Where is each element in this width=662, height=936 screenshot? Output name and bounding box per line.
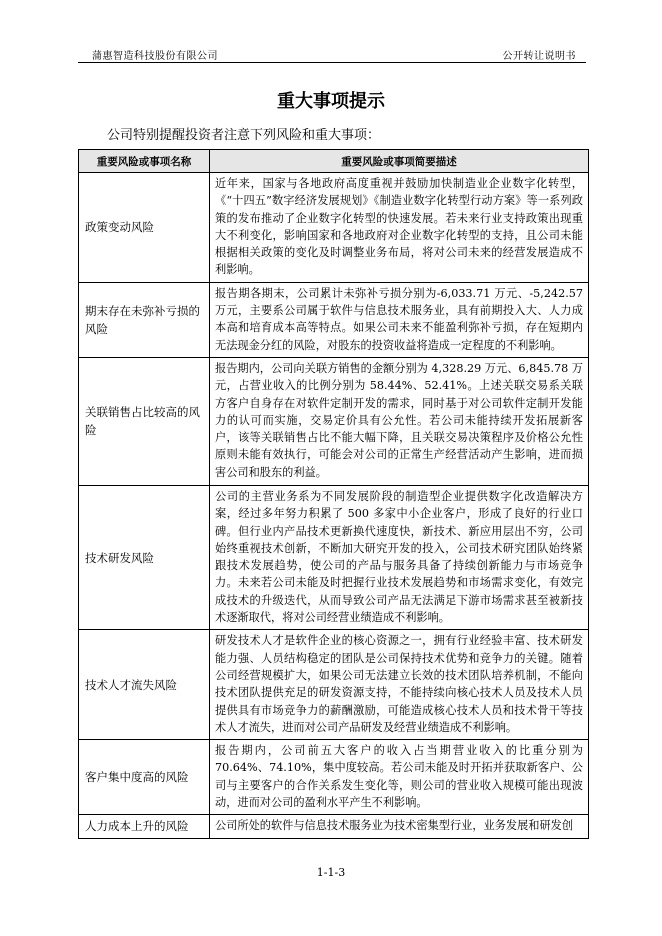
risk-description: 公司的主营业务系为不同发展阶段的制造型企业提供数字化改造解决方案，经过多年努力积累了 500 多家中小企业客户，形成了良好的行业口碑。但行业内产品技术更新换代速度快，新技术、新应用层出不穷，公司始终重视技术创新，不断加大研究开发的投入，公司技术研究团队始终紧跟技术发展趋势，使公司的产品与服务具备了持续创新能力与市场竞争力。未来若公司未能及时把握行业技术发展趋势和市场需求变化，有效完成技术的升级迭代，从而导致公司产品无法满足下游市场需求甚至被新技术逐渐取代，将对公司经营业绩造成不利影响。 [210,485,589,629]
risk-description: 报告期各期末，公司累计未弥补亏损分别为-6,033.71 万元、-5,242.57 万元，主要系公司属于软件与信息技术服务业，具有前期投入大、人力成本高和培育成本高等特点。如果公司未来不能盈利弥补亏损，存在短期内无法现金分红的风险，对股东的投资收益将造成一定程度的不利影响。 [210,282,589,357]
risk-name: 关联销售占比较高的风险 [79,357,210,485]
column-header-description: 重要风险或事项简要描述 [210,150,589,173]
risk-name: 客户集中度高的风险 [79,740,210,815]
header-document-type: 公开转让说明书 [502,51,576,62]
risk-description: 研发技术人才是软件企业的核心资源之一，拥有行业经验丰富、技术研发能力强、人员结构稳定的团队是公司保持技术优势和竞争力的关键。随着公司经营规模扩大，如果公司无法建立长效的技术团队培养机制，不能向技术团队提供充足的研发资源支持，不能持续向核心技术人员及技术人员提供具有市场竞争力的薪酬激励，可能造成核心技术人员和技术骨干等技术人才流失，进而对公司产品研发及经营业绩造成不利影响。 [210,630,589,740]
table-row [79,740,589,815]
page-title: 重大事项提示 [277,91,385,112]
column-header-name: 重要风险或事项名称 [79,150,210,173]
risk-name: 期末存在未弥补亏损的风险 [79,282,210,357]
risk-name: 技术人才流失风险 [79,630,210,740]
table-row [79,282,589,357]
header-divider [78,62,586,63]
risk-name: 技术研发风险 [79,485,210,629]
risk-description: 报告期内，公司前五大客户的收入占当期营业收入的比重分别为 70.64%、74.10%，集中度较高。若公司未能及时开拓并获取新客户、公司与主要客户的合作关系发生变化等，则公司的营业收入规模可能出现波动，进而对公司的盈利水平产生不利影响。 [210,740,589,815]
risk-description: 公司所处的软件与信息技术服务业为技术密集型行业，业务发展和研发创 [210,815,589,838]
table-header-row [79,150,589,173]
page-number: 1-1-3 [316,866,346,879]
header-company-name: 蒲惠智造科技股份有限公司 [92,51,218,62]
risk-name: 政策变动风险 [79,173,210,283]
table-row [79,357,589,485]
table-row [79,815,589,838]
risk-table [78,149,589,839]
risk-description: 报告期内，公司向关联方销售的金额分别为 4,328.29 万元、6,845.78 万元，占营业收入的比例分别为 58.44%、52.41%。上述关联交易系关联方客户自身存在对软件定制开发的需求，同时基于对公司软件定制开发能力的认可而实施，交易定价具有公允性。若公司未能持续开发拓展新客户，该等关联销售占比不能大幅下降，且关联交易决策程序及价格公允性原则未能有效执行，可能会对公司的正常生产经营活动产生影响，进而损害公司和股东的利益。 [210,357,589,485]
risk-description: 近年来，国家与各地政府高度重视并鼓励加快制造业企业数字化转型，《“十四五”数字经济发展规划》《制造业数字化转型行动方案》等一系列政策的发布推动了企业数字化转型的快速发展。若未来行业支持政策出现重大不利变化，影响国家和各地政府对企业数字化转型的支持，且公司未能根据相关政策的变化及时调整业务布局，将对公司未来的经营发展造成不利影响。 [210,173,589,283]
intro-paragraph: 公司特别提醒投资者注意下列风险和重大事项： [107,128,381,143]
risk-name: 人力成本上升的风险 [79,815,210,838]
table-row [79,173,589,283]
table-row [79,630,589,740]
table-row [79,485,589,629]
